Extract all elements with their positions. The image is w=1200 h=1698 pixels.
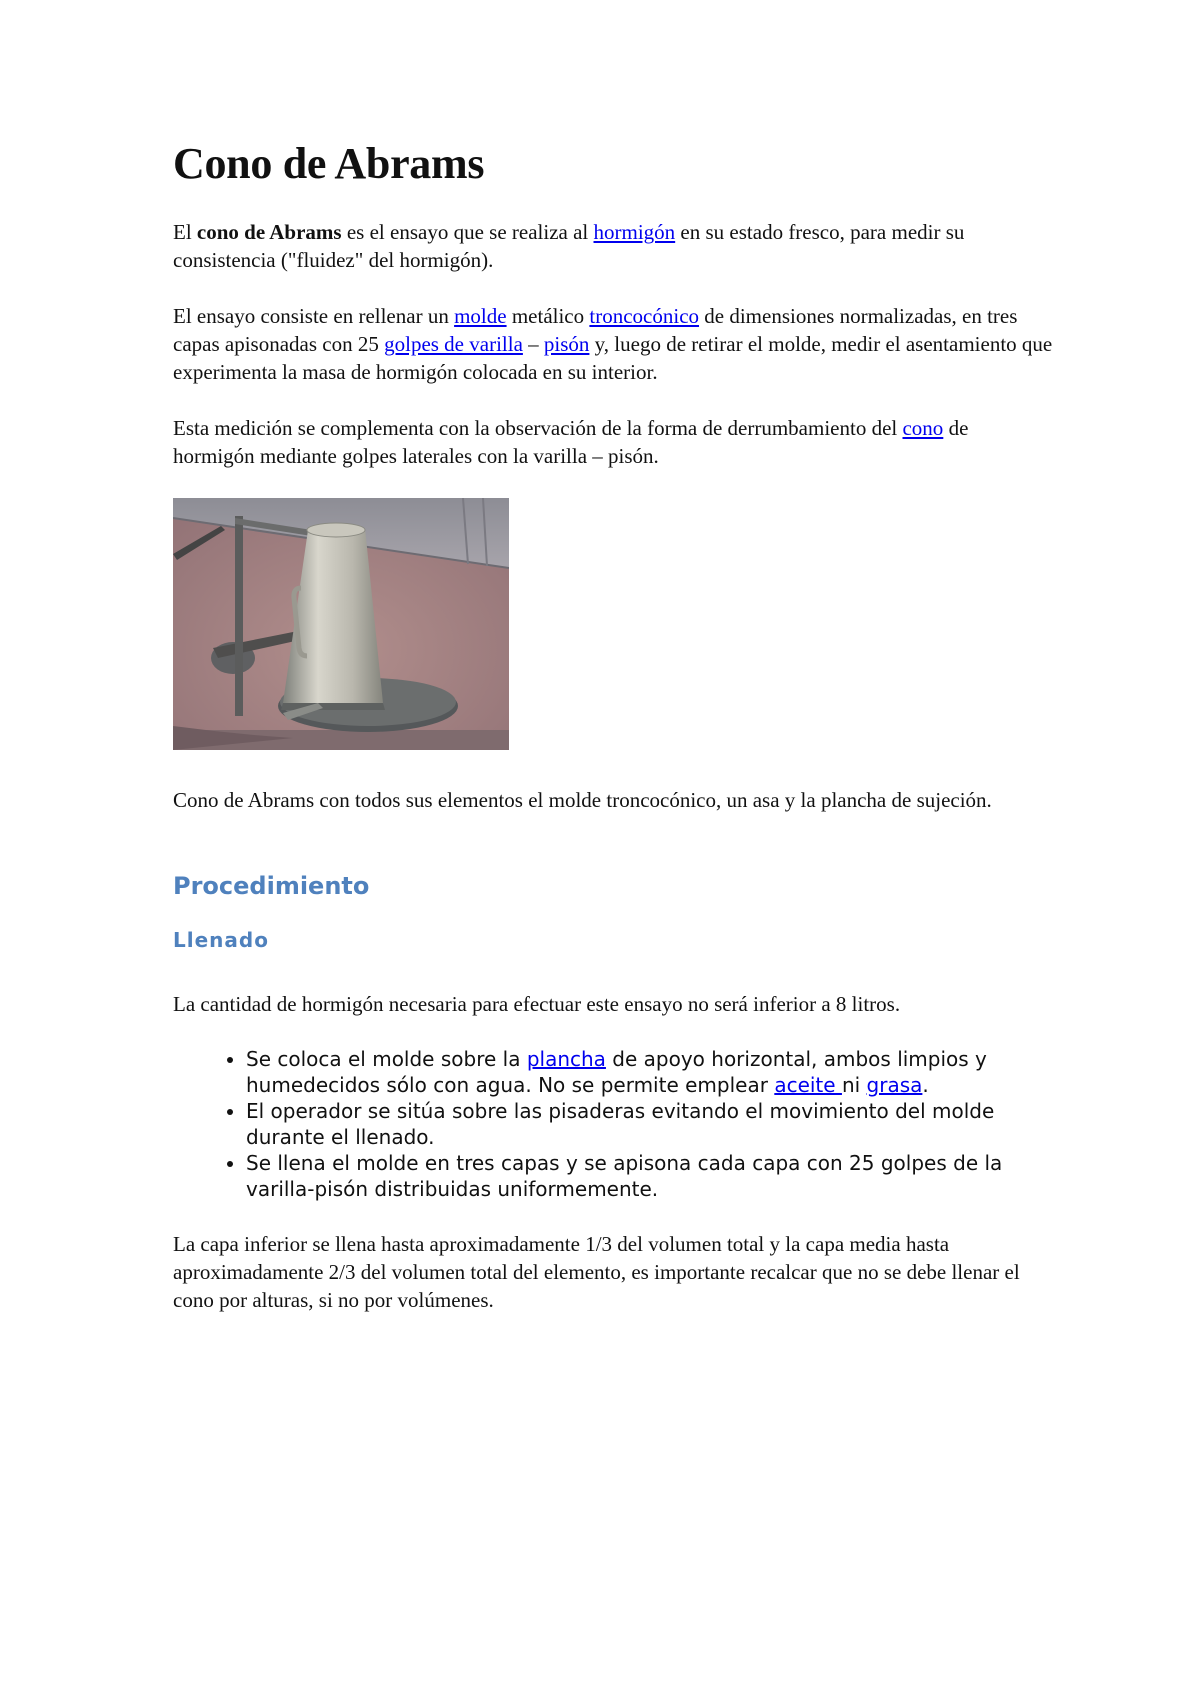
text: es el ensayo que se realiza al bbox=[341, 220, 594, 245]
text: de hormigón mediante golpes laterales con la varilla – pisón. bbox=[173, 416, 969, 469]
text: . bbox=[922, 1073, 929, 1098]
text: El ensayo consiste en rellenar un bbox=[173, 304, 455, 329]
procedure-list bbox=[173, 1046, 1053, 1202]
layers-paragraph: La capa inferior se llena hasta aproximadamente 1/3 del volumen total y la capa media hasta aproximadamente 2/3 del volumen total del elemento, es importante recalcar que no se debe llenar el cono por alturas, si no por volúmenes. bbox=[173, 1232, 1020, 1313]
text: – bbox=[522, 332, 544, 357]
intro-paragraph bbox=[173, 218, 1053, 274]
link-hormigon[interactable]: hormigón bbox=[593, 220, 676, 245]
method-paragraph bbox=[173, 302, 1053, 386]
observation-paragraph bbox=[173, 414, 1053, 470]
page-title: Cono de Abrams bbox=[173, 139, 485, 188]
abrams-cone-photo bbox=[173, 498, 509, 750]
link-troncoconico[interactable]: troncocónico bbox=[589, 304, 700, 329]
link-pison[interactable]: pisón bbox=[543, 332, 590, 357]
link-plancha[interactable]: plancha bbox=[526, 1047, 606, 1072]
subsection-heading-llenado: Llenado bbox=[173, 928, 269, 953]
figure-caption: Cono de Abrams con todos sus elementos el molde troncocónico, un asa y la plancha de sujeción. bbox=[173, 788, 992, 813]
link-golpes-de-varilla[interactable]: golpes de varilla bbox=[384, 332, 523, 357]
text: Esta medición se complementa con la observación de la forma de derrumbamiento del bbox=[173, 416, 903, 441]
link-aceite[interactable]: aceite bbox=[774, 1073, 842, 1098]
quantity-paragraph: La cantidad de hormigón necesaria para efectuar este ensayo no será inferior a 8 litros. bbox=[173, 992, 901, 1017]
list-item: • El operador se sitúa sobre las pisaderas evitando el movimiento del molde durante el llenado. bbox=[246, 1098, 1053, 1150]
list-item: • Se llena el molde en tres capas y se apisona cada capa con 25 golpes de la varilla-pisón distribuidas uniformemente. bbox=[246, 1150, 1053, 1202]
section-heading-procedimiento: Procedimiento bbox=[173, 872, 370, 901]
text: de dimensiones normalizadas, en tres capas apisonadas con 25 bbox=[173, 304, 1018, 357]
link-molde[interactable]: molde bbox=[454, 304, 507, 329]
list-item bbox=[246, 1046, 1053, 1098]
link-grasa[interactable]: grasa bbox=[866, 1073, 923, 1098]
text: y, luego de retirar el molde, medir el asentamiento que experimenta la masa de hormigón colocada en su interior. bbox=[173, 332, 1053, 385]
bold-term: cono de Abrams bbox=[196, 220, 342, 245]
text: ni bbox=[841, 1073, 867, 1098]
link-cono[interactable]: cono bbox=[902, 416, 944, 441]
text: en su estado fresco, para medir su consistencia ("fluidez" del hormigón). bbox=[173, 220, 965, 273]
text: El bbox=[173, 220, 197, 245]
text: metálico bbox=[506, 304, 590, 329]
text: Se coloca el molde sobre la bbox=[246, 1047, 527, 1072]
document-page bbox=[173, 140, 1053, 1342]
text: de apoyo horizontal, ambos limpios y humedecidos sólo con agua. No se permite emplear bbox=[246, 1047, 987, 1098]
